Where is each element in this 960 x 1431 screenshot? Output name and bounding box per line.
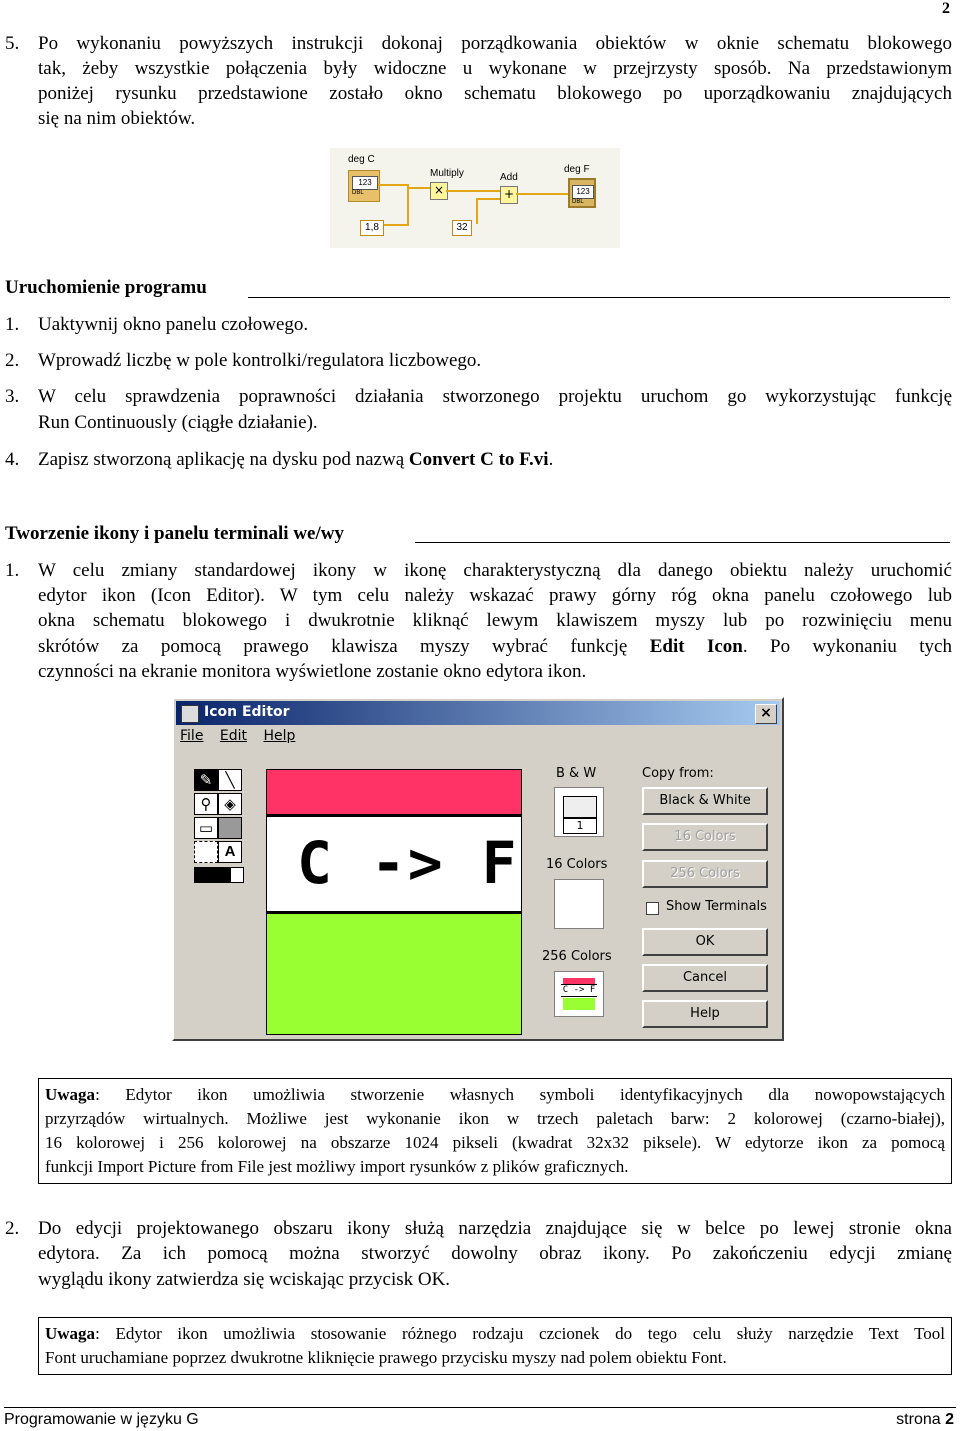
note-line: 16 kolorowej i 256 kolorowej na obszarze 1024 pikseli (kwadrat 32x32 piksele). W edytorze ikon za pomocą — [45, 1133, 945, 1152]
deg-f-type: DBL — [572, 199, 584, 205]
deg-f-label: deg F — [564, 164, 590, 175]
step-text: W celu zmiany standardowej ikony w ikonę charakterystyczną dla danego obiektu należy uruchomić — [38, 560, 952, 581]
step-text-part: Zapisz stworzoną aplikację na dysku pod nazwą — [38, 449, 409, 470]
step-number: 1. — [5, 314, 20, 335]
show-terminals-label: Show Terminals — [666, 899, 767, 914]
canvas-text: C -> F — [297, 829, 519, 897]
intro-line-1: Po wykonaniu powyższych instrukcji dokonaj porządkowania obiektów w oknie schematu blokowego — [38, 33, 952, 54]
page-number: 2 — [942, 0, 950, 17]
wire — [407, 184, 409, 224]
wire — [476, 198, 478, 224]
preview-text: C -> F — [562, 985, 596, 995]
icon-editor-titlebar[interactable] — [176, 701, 780, 725]
wire — [380, 224, 409, 226]
deg-c-label: deg C — [348, 154, 375, 165]
rectangle-tool-icon[interactable]: ▭ — [194, 817, 218, 839]
constant-32: 32 — [452, 220, 472, 236]
step-number: 4. — [5, 449, 20, 470]
wire — [476, 198, 500, 200]
note-text: : Edytor ikon umożliwia stworzenie własnych symboli identyfikacyjnych dla nowopowstających — [95, 1085, 945, 1104]
help-button[interactable]: Help — [642, 1000, 768, 1028]
canvas-green-band — [267, 914, 521, 1034]
step-text — [38, 635, 952, 659]
icon-canvas[interactable] — [266, 769, 522, 1035]
note-box-2 — [38, 1317, 952, 1375]
heading-rule — [248, 297, 950, 298]
footer-rule — [4, 1407, 956, 1408]
step-text-part: . — [548, 449, 554, 470]
text-tool-icon[interactable]: A — [218, 841, 242, 863]
section-heading-icon: Tworzenie ikony i panelu terminali we/wy — [5, 523, 344, 544]
bw-preview-number: 1 — [563, 818, 597, 834]
add-node-icon: + — [500, 186, 518, 204]
footer-page-number: 2 — [945, 1411, 954, 1428]
deg-f-number-icon: 123 — [572, 185, 594, 199]
menu-file[interactable]: File — [180, 728, 204, 744]
note-label: Uwaga — [45, 1085, 96, 1104]
multiply-label: Multiply — [430, 168, 464, 179]
deg-f-indicator — [568, 178, 596, 208]
step-number: 1. — [5, 560, 20, 581]
footer-title: Programowanie w języku G — [4, 1411, 199, 1428]
foreground-color-swatch[interactable] — [194, 867, 230, 883]
step-text: Run Continuously (ciągłe działanie). — [38, 412, 318, 433]
ok-button[interactable]: OK — [642, 928, 768, 956]
step-text: wyglądu ikony zatwierdza się wciskając przycisk OK. — [38, 1269, 451, 1290]
background-color-swatch[interactable] — [230, 867, 244, 883]
block-diagram-figure — [330, 148, 620, 248]
select-tool-icon[interactable] — [194, 841, 218, 863]
intro-line-3: poniżej rysunku przedstawione zostało okno schematu blokowego po uporządkowaniu znajdujących — [38, 83, 952, 104]
multiply-node-icon: × — [430, 182, 448, 200]
section-heading-run: Uruchomienie programu — [5, 277, 207, 298]
step-text: Do edycji projektowanego obszaru ikony służą narzędzia znajdujące się w belce po lewej stronie okna — [38, 1218, 952, 1239]
note-line: przyrządów wirtualnych. Możliwe jest wykonanie ikon w trzech paletach barw: 2 kolorowej (czarno-białej), — [45, 1109, 945, 1128]
app-icon — [181, 705, 199, 723]
edit-icon-term: Edit Icon — [649, 636, 743, 657]
note-line — [45, 1322, 945, 1346]
bw-preview[interactable] — [554, 787, 604, 837]
tool-palette — [194, 769, 244, 879]
step-text-part: skrótów za pomocą prawego klawisza myszy wybrać funkcję — [38, 636, 650, 657]
vi-filename: Convert C to F.vi — [408, 449, 549, 470]
deg-c-type: DBL — [352, 190, 364, 196]
intro-line-2: tak, żeby wszystkie połączenia były widoczne u wykonane w przejrzysty sposób. Na przedstawionym — [38, 58, 952, 79]
footer-page — [896, 1411, 954, 1429]
note-line: Font uruchamiane poprzez dwukrotne kliknięcie prawego przycisku myszy nad polem obiektu Font. — [45, 1348, 727, 1367]
note-text: : Edytor ikon umożliwia stosowanie różnego rodzaju czcionek do tego celu służy narzędzie Text Tool — [95, 1324, 945, 1343]
step-text: czynności na ekranie monitora wyświetlone zostanie okno edytora ikon. — [38, 661, 587, 682]
add-label: Add — [500, 172, 518, 183]
close-button[interactable]: × — [755, 704, 777, 724]
cancel-button[interactable]: Cancel — [642, 964, 768, 992]
intro-line-4: się na nim obiektów. — [38, 108, 196, 129]
step-text: edytor ikon (Icon Editor). W tym celu należy wskazać prawy górny róg okna panelu czołowego lub — [38, 585, 952, 606]
copy-from-label: Copy from: — [642, 766, 714, 781]
colors256-button[interactable]: 256 Colors — [642, 860, 768, 888]
step-text: W celu sprawdzenia poprawności działania stworzonego projektu uruchom go wykorzystując funkcję — [38, 386, 952, 407]
step-number: 3. — [5, 386, 20, 407]
constant-1-8: 1,8 — [360, 220, 384, 236]
deg-c-number-icon: 123 — [352, 176, 378, 190]
icon-editor-window — [172, 697, 784, 1041]
colors16-label: 16 Colors — [546, 857, 608, 872]
note-label: Uwaga — [45, 1324, 96, 1343]
note-box-1 — [38, 1078, 952, 1184]
intro-number: 5. — [5, 33, 20, 54]
step-number: 2. — [5, 1218, 20, 1239]
colors256-label: 256 Colors — [542, 949, 612, 964]
wire — [446, 190, 500, 192]
step-number: 2. — [5, 350, 20, 371]
vi-icon-graphic — [563, 796, 597, 818]
step-text-part: . Po wykonaniu tych — [742, 636, 952, 657]
step-text: edytora. Za ich pomocą można stworzyć dowolny obraz ikony. Po zakończeniu edycji zmianę — [38, 1243, 952, 1264]
deg-c-control — [348, 170, 380, 202]
step-text: okna schematu blokowego i dwukrotnie kliknąć lewym klawiszem myszy lub po rozwinięciu menu — [38, 610, 952, 631]
colors256-preview[interactable] — [554, 971, 604, 1017]
line-tool-icon[interactable]: ╲ — [218, 769, 242, 791]
heading-rule — [415, 542, 950, 543]
colors16-preview[interactable] — [554, 879, 604, 929]
fill-bucket-tool-icon[interactable]: ◈ — [218, 793, 242, 815]
colors16-button[interactable]: 16 Colors — [642, 823, 768, 851]
menu-bar — [180, 728, 307, 744]
bw-label: B & W — [556, 766, 597, 781]
wire — [408, 187, 430, 189]
menu-help[interactable]: Help — [263, 728, 296, 744]
step-text — [38, 448, 553, 472]
show-terminals-checkbox[interactable] — [646, 902, 659, 915]
canvas-red-band — [267, 770, 521, 814]
wire — [378, 184, 408, 186]
step-text: Uaktywnij okno panelu czołowego. — [38, 314, 309, 335]
black-white-button[interactable]: Black & White — [642, 787, 768, 815]
preview-green-band — [563, 998, 595, 1010]
wire — [516, 193, 568, 195]
dropper-tool-icon[interactable]: ⚲ — [194, 793, 218, 815]
pencil-tool-icon[interactable]: ✎ — [194, 769, 218, 791]
menu-edit[interactable]: Edit — [219, 728, 248, 744]
window-title: Icon Editor — [204, 704, 290, 720]
step-text: Wprowadź liczbę w pole kontrolki/regulatora liczbowego. — [38, 350, 482, 371]
canvas-white-band — [267, 814, 521, 914]
note-line: funkcji Import Picture from File jest możliwy import rysunków z plików graficznych. — [45, 1157, 629, 1176]
footer-page-prefix: strona — [896, 1411, 946, 1428]
note-line — [45, 1083, 945, 1107]
filled-rectangle-tool-icon[interactable] — [218, 817, 242, 839]
